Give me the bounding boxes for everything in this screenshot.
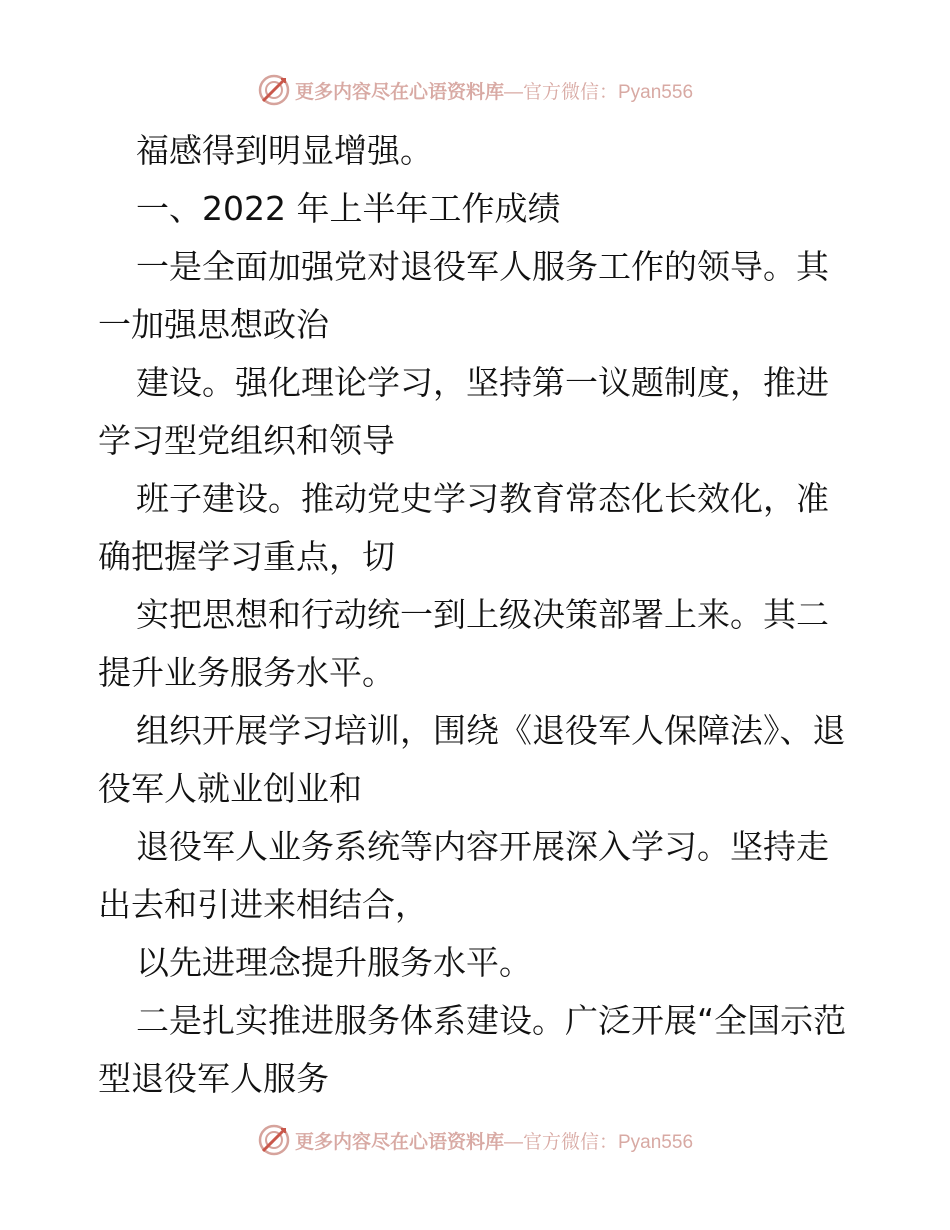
logo-icon	[257, 1123, 291, 1157]
section-heading: 一、2022 年上半年工作成绩	[136, 189, 561, 228]
paragraph: 二是扎实推进服务体系建设。广泛开展“全国示范型退役军人服务	[98, 1001, 847, 1098]
page-header-banner	[0, 70, 950, 110]
paragraph: 组织开展学习培训，围绕《退役军人保障法》、退役军人就业创业和	[98, 711, 846, 808]
paragraph: 退役军人业务系统等内容开展深入学习。坚持走出去和引进来相结合，	[98, 827, 829, 924]
header-banner-light: —官方微信：Pyan556	[504, 81, 694, 103]
paragraph: 以先进理念提升服务水平。	[136, 943, 532, 982]
header-banner-strong: 更多内容尽在心语资料库	[294, 80, 504, 103]
page-footer-banner	[0, 1120, 950, 1160]
paragraph: 建设。强化理论学习，坚持第一议题制度，推进学习型党组织和领导	[98, 363, 829, 460]
paragraph: 一是全面加强党对退役军人服务工作的领导。其一加强思想政治	[98, 247, 829, 344]
footer-banner-strong: 更多内容尽在心语资料库	[294, 1130, 504, 1153]
footer-banner-light: —官方微信：Pyan556	[504, 1131, 694, 1153]
document-body	[98, 122, 858, 1108]
paragraph: 福感得到明显增强。	[136, 131, 433, 170]
logo-icon	[257, 73, 291, 107]
paragraph: 班子建设。推动党史学习教育常态化长效化，准确把握学习重点，切	[98, 479, 829, 576]
paragraph: 实把思想和行动统一到上级决策部署上来。其二提升业务服务水平。	[98, 595, 829, 692]
